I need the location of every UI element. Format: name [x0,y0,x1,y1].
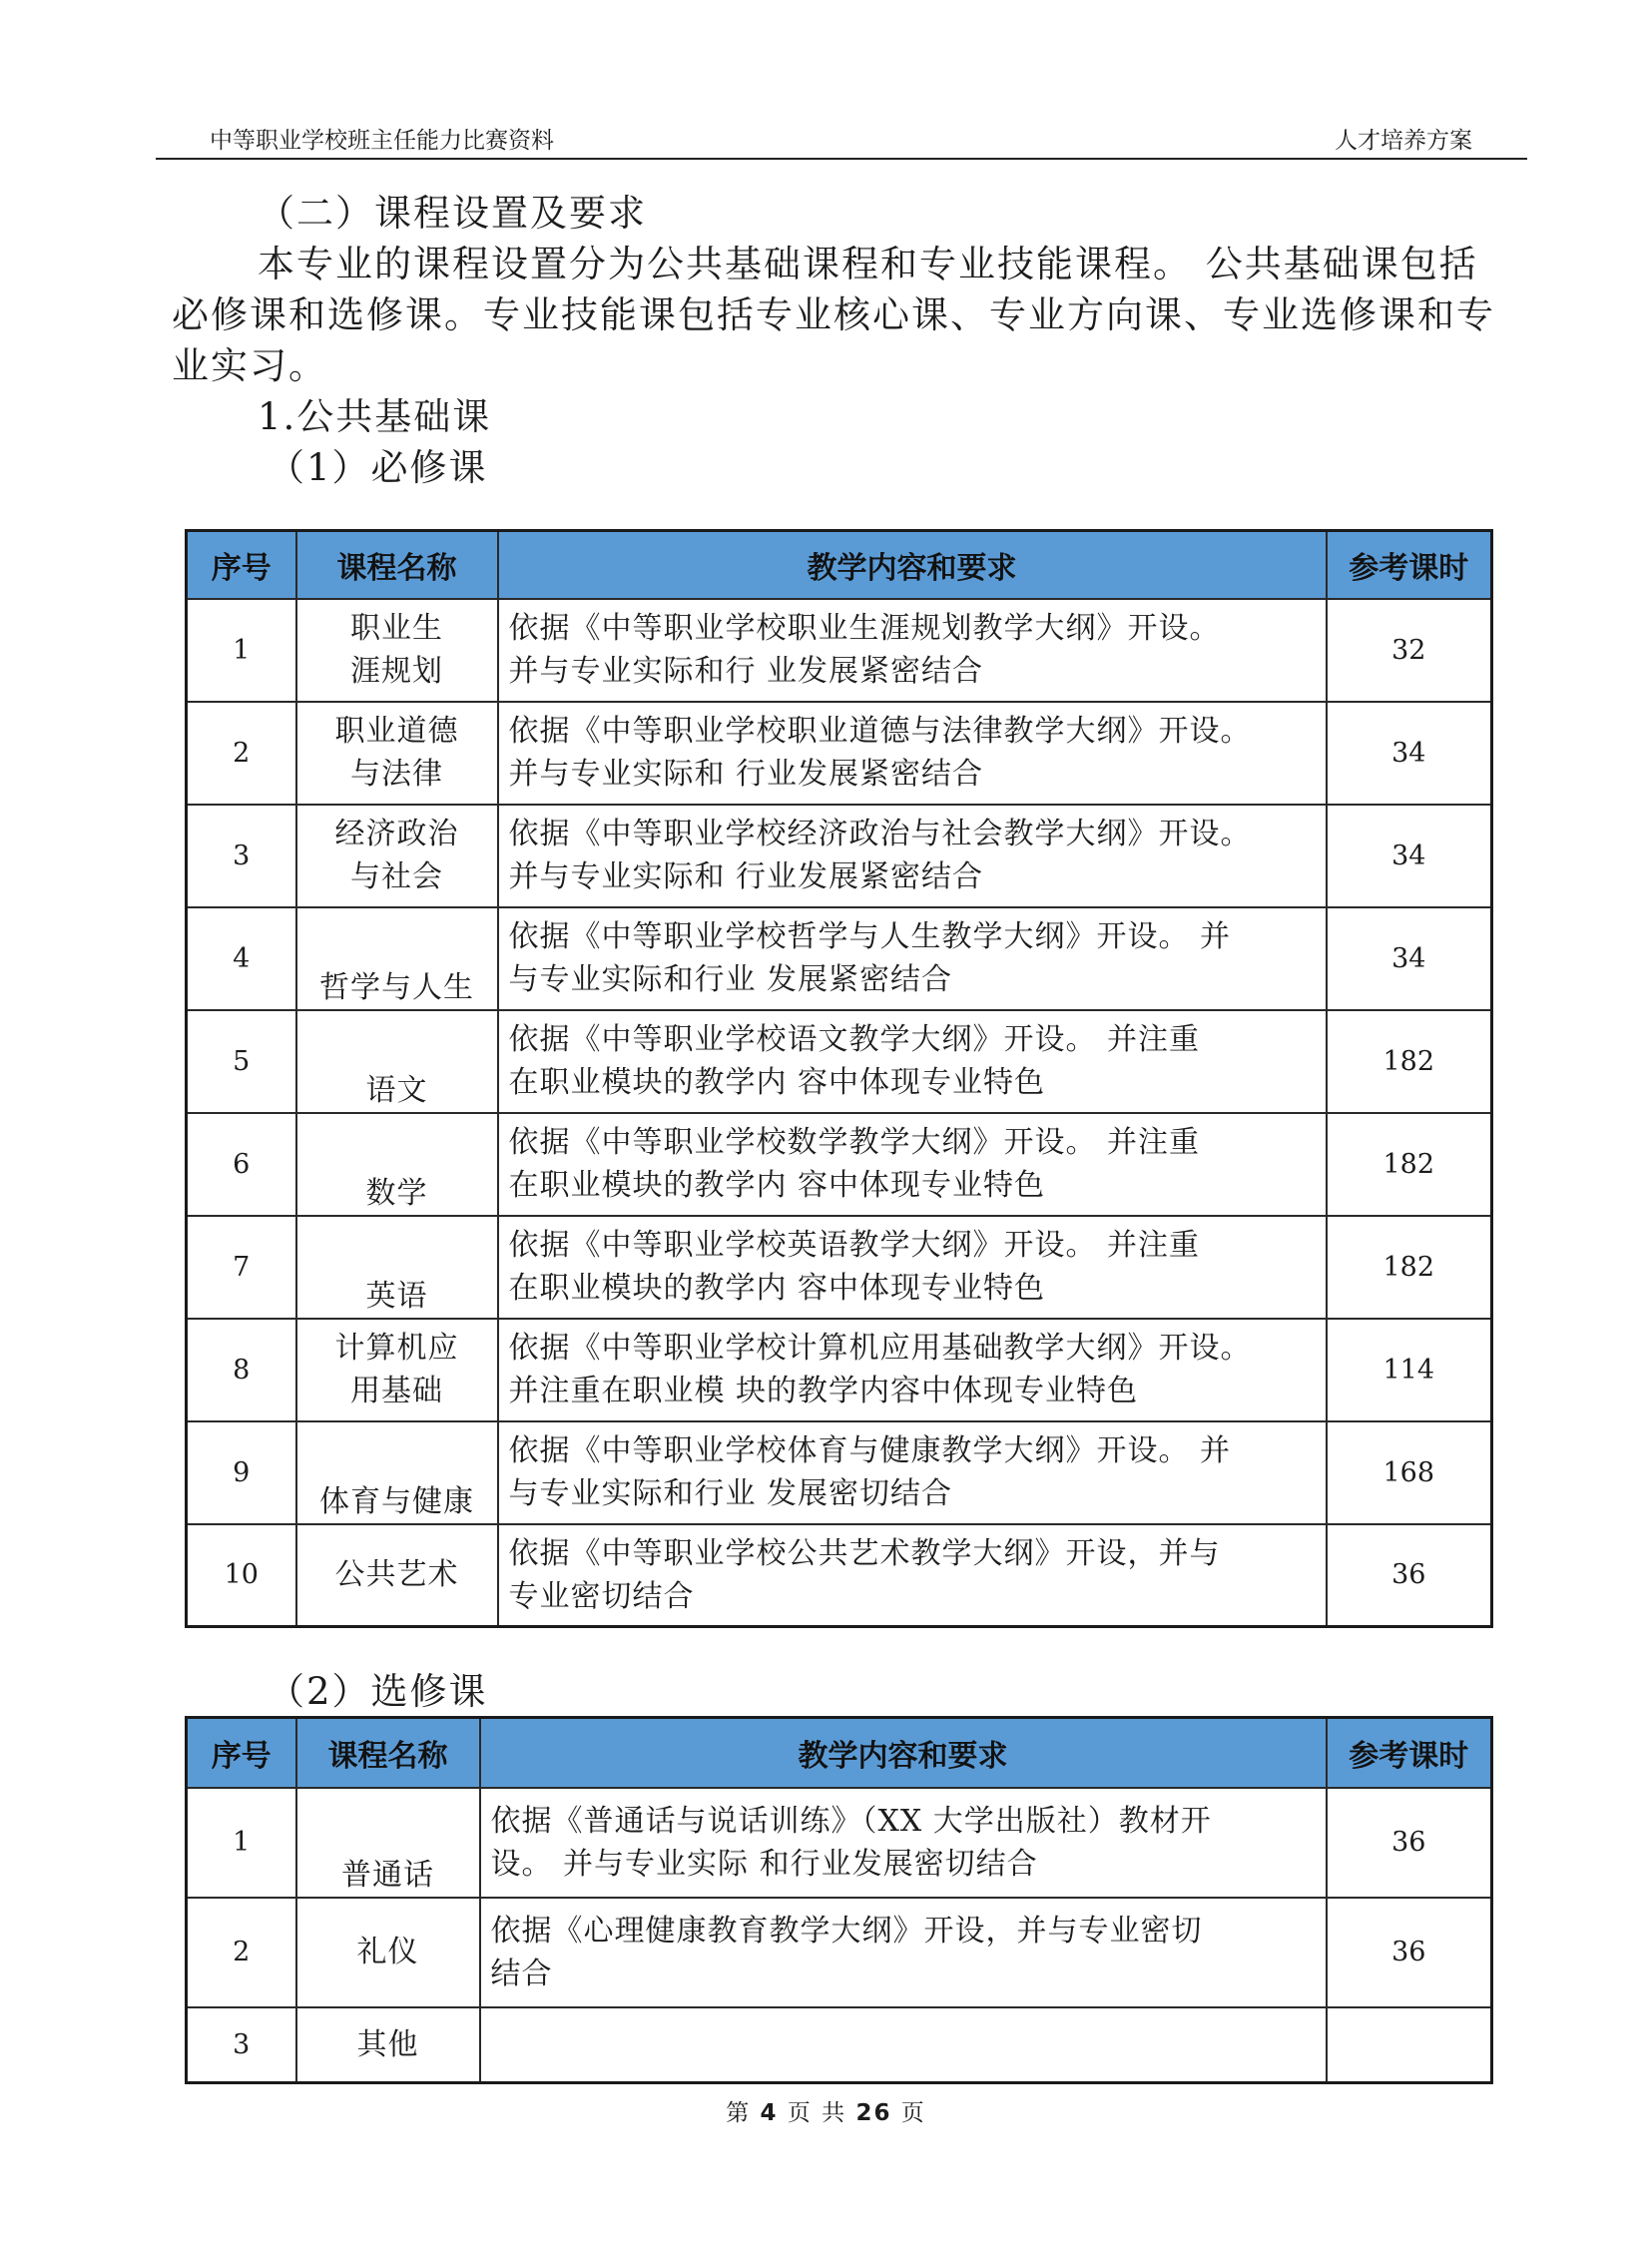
course-content: 依据《普通话与说话训练》（XX 大学出版社）教材开 设。 并与专业实际 和行业发展密切结合 [480,1788,1327,1898]
header-no: 序号 [187,1718,296,1788]
course-hours [1327,2007,1492,2083]
footer-page-number: 4 [760,2100,779,2126]
intro-paragraph: 本专业的课程设置分为公共基础课程和专业技能课程。 公共基础课包括必修课和选修课。专业技能课包括专业核心课、专业方向课、专业选修课和专业实习。 [172,243,1495,387]
footer-suffix: 页 [900,2100,926,2126]
table-row [187,599,1492,702]
course-content: 依据《中等职业学校职业道德与法律教学大纲》开设。 并与专业实际和 行业发展紧密结合 [498,702,1327,805]
section-title: （二）课程设置及要求 [258,192,647,235]
course-name: 经济政治 与社会 [296,805,498,907]
header-hours: 参考课时 [1327,531,1492,599]
course-name: 公共艺术 [296,1524,498,1627]
table-row [187,1898,1492,2007]
course-hours: 36 [1327,1788,1492,1898]
table-row [187,1010,1492,1113]
course-content: 依据《心理健康教育教学大纲》开设，并与专业密切 结合 [480,1898,1327,2007]
page-header-right: 人才培养方案 [1335,128,1472,154]
elective-course-table [185,1716,1493,2084]
elective-title: （2）选修课 [268,1670,488,1713]
header-name: 课程名称 [296,531,498,599]
course-name: 英语 [296,1216,498,1319]
table-header-row [187,1718,1492,1788]
footer-prefix: 第 [726,2100,752,2126]
course-content: 依据《中等职业学校哲学与人生教学大纲》开设。 并 与专业实际和行业 发展紧密结合 [498,907,1327,1010]
sub-title: 1.公共基础课 [258,395,492,438]
header-rule [156,158,1527,160]
course-hours: 34 [1327,805,1492,907]
course-name: 计算机应 用基础 [296,1319,498,1421]
header-no: 序号 [187,531,296,599]
course-name: 语文 [296,1010,498,1113]
page-footer [0,2094,1652,2127]
row-number: 7 [187,1216,296,1319]
course-content: 依据《中等职业学校经济政治与社会教学大纲》开设。 并与专业实际和 行业发展紧密结合 [498,805,1327,907]
table-row [187,805,1492,907]
course-hours: 182 [1327,1010,1492,1113]
course-name: 数学 [296,1113,498,1216]
header-content: 教学内容和要求 [498,531,1327,599]
course-content: 依据《中等职业学校公共艺术教学大纲》开设，并与 专业密切结合 [498,1524,1327,1627]
course-hours: 182 [1327,1216,1492,1319]
course-content: 依据《中等职业学校英语教学大纲》开设。 并注重 在职业模块的教学内 容中体现专业特色 [498,1216,1327,1319]
table-header-row [187,531,1492,599]
row-number: 9 [187,1421,296,1524]
table-row [187,702,1492,805]
table-row [187,1216,1492,1319]
course-hours: 36 [1327,1524,1492,1627]
course-hours: 114 [1327,1319,1492,1421]
row-number: 10 [187,1524,296,1627]
row-number: 4 [187,907,296,1010]
required-course-table [185,529,1493,1628]
table-row [187,907,1492,1010]
footer-total-pages: 26 [855,2100,892,2126]
row-number: 2 [187,702,296,805]
course-name: 职业道德 与法律 [296,702,498,805]
header-content: 教学内容和要求 [480,1718,1327,1788]
row-number: 2 [187,1898,296,2007]
required-title: （1）必修课 [268,446,488,489]
course-content: 依据《中等职业学校体育与健康教学大纲》开设。 并 与专业实际和行业 发展密切结合 [498,1421,1327,1524]
course-name: 礼仪 [296,1898,480,2007]
course-hours: 182 [1327,1113,1492,1216]
table-row [187,1319,1492,1421]
row-number: 3 [187,805,296,907]
row-number: 8 [187,1319,296,1421]
course-hours: 34 [1327,702,1492,805]
row-number: 1 [187,599,296,702]
course-content [480,2007,1327,2083]
header-hours: 参考课时 [1327,1718,1492,1788]
footer-mid: 页 共 [787,2100,847,2126]
course-name: 其他 [296,2007,480,2083]
row-number: 3 [187,2007,296,2083]
course-content: 依据《中等职业学校语文教学大纲》开设。 并注重 在职业模块的教学内 容中体现专业特色 [498,1010,1327,1113]
course-hours: 32 [1327,599,1492,702]
course-content: 依据《中等职业学校职业生涯规划教学大纲》开设。 并与专业实际和行 业发展紧密结合 [498,599,1327,702]
page-header-left: 中等职业学校班主任能力比赛资料 [210,128,554,154]
table-row [187,1524,1492,1627]
course-content: 依据《中等职业学校计算机应用基础教学大纲》开设。 并注重在职业模 块的教学内容中体现专业特色 [498,1319,1327,1421]
body-text [172,188,1509,493]
course-hours: 168 [1327,1421,1492,1524]
table-row [187,2007,1492,2083]
row-number: 6 [187,1113,296,1216]
table-row [187,1113,1492,1216]
course-content: 依据《中等职业学校数学教学大纲》开设。 并注重 在职业模块的教学内 容中体现专业特色 [498,1113,1327,1216]
course-name: 体育与健康 [296,1421,498,1524]
row-number: 1 [187,1788,296,1898]
row-number: 5 [187,1010,296,1113]
table-row [187,1788,1492,1898]
course-name: 哲学与人生 [296,907,498,1010]
course-hours: 36 [1327,1898,1492,2007]
header-name: 课程名称 [296,1718,480,1788]
table-row [187,1421,1492,1524]
course-name: 普通话 [296,1788,480,1898]
course-hours: 34 [1327,907,1492,1010]
course-name: 职业生 涯规划 [296,599,498,702]
